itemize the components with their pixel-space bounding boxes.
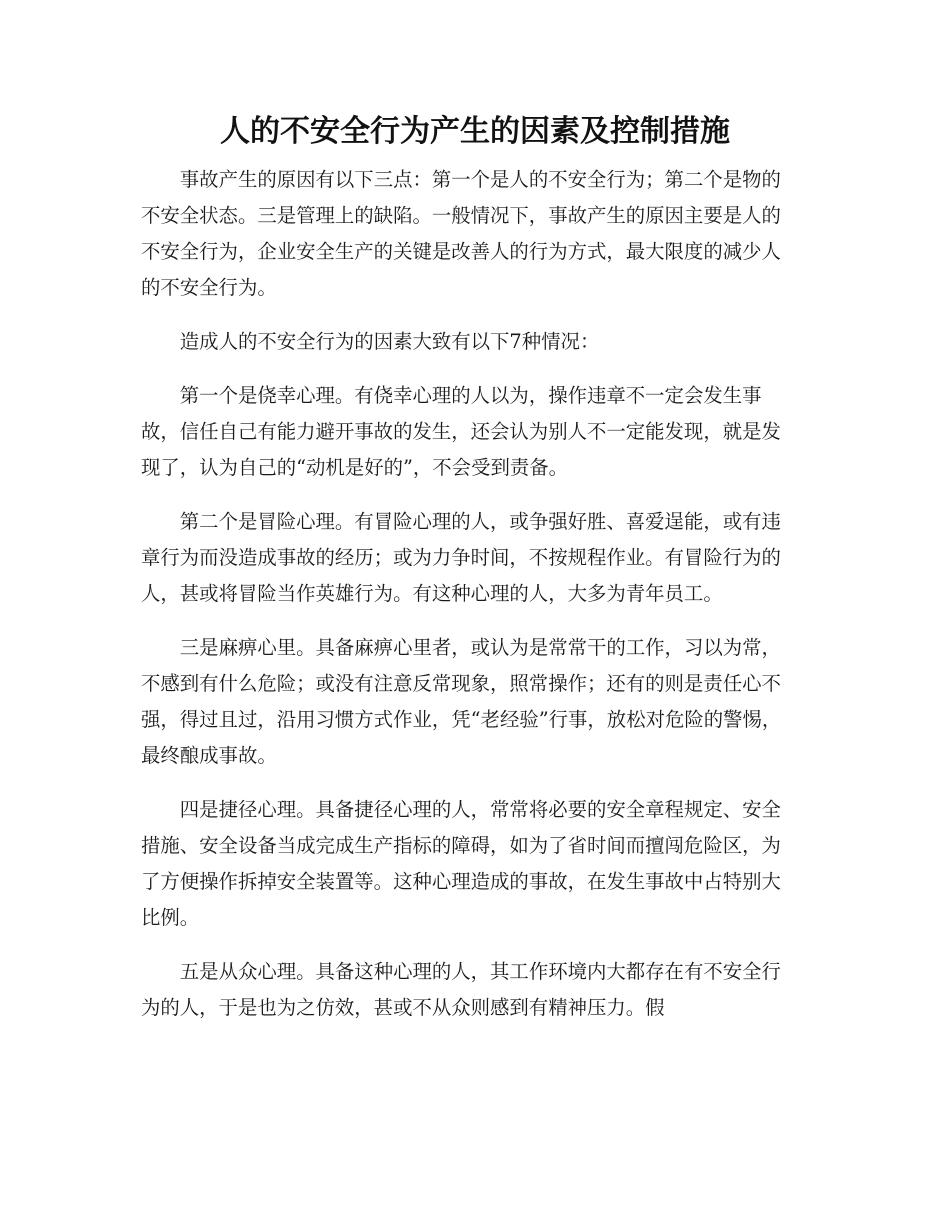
paragraph-luck-mentality: 第一个是侥幸心理。有侥幸心理的人以为，操作违章不一定会发生事故，信任自己有能力避开事故的发生，还会认为别人不一定能发现，就是发现了，认为自己的“动机是好的”，不会受到责备。 xyxy=(141,384,781,479)
paragraph-conformity-mentality: 五是从众心理。具备这种心理的人，其工作环境内大都存在有不安全行为的人，于是也为之仿效，甚或不从众则感到有精神压力。假 xyxy=(141,960,781,1019)
document-body xyxy=(141,162,795,1044)
paragraph-shortcut-mentality: 四是捷径心理。具备捷径心理的人，常常将必要的安全章程规定、安全措施、安全设备当成完成生产指标的障碍，如为了省时间而擅闯危险区，为了方便操作拆掉安全装置等。这种心理造成的事故，在发生事故中占特别大比例。 xyxy=(141,798,781,929)
document-title: 人的不安全行为产生的因素及控制措施 xyxy=(220,114,730,149)
paragraph-complacency-mentality: 三是麻痹心里。具备麻痹心里者，或认为是常常干的工作，习以为常，不感到有什么危险；或没有注意反常现象，照常操作；还有的则是责任心不强，得过且过，沿用习惯方式作业，凭“老经验”行事，放松对危险的警惕，最终酿成事故。 xyxy=(141,636,782,767)
paragraph-risk-mentality: 第二个是冒险心理。有冒险心理的人，或争强好胜、喜爱逞能，或有违章行为而没造成事故的经历；或为力争时间，不按规程作业。有冒险行为的人，甚或将冒险当作英雄行为。有这种心理的人，大多为青年员工。 xyxy=(141,510,781,605)
paragraph-causes-overview: 事故产生的原因有以下三点：第一个是人的不安全行为；第二个是物的不安全状态。三是管理上的缺陷。一般情况下，事故产生的原因主要是人的不安全行为，企业安全生产的关键是改善人的行为方式，最大限度的减少人的不安全行为。 xyxy=(141,168,781,299)
paragraph-factors-intro: 造成人的不安全行为的因素大致有以下7种情况： xyxy=(179,330,600,353)
